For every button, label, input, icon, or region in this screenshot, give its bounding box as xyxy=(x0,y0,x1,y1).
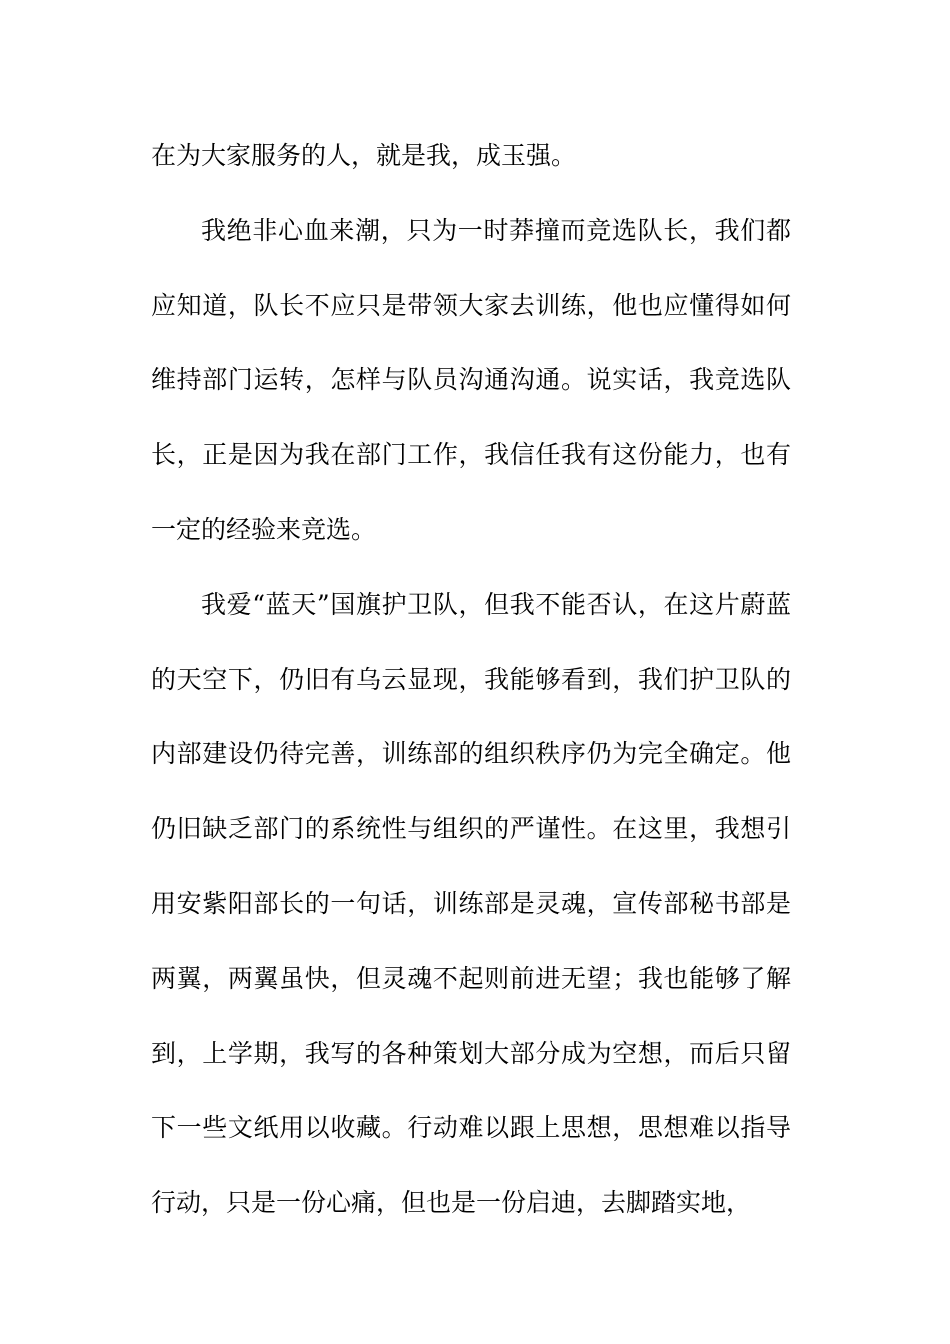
document-body xyxy=(151,119,791,1241)
paragraph-1: 在为大家服务的人，就是我，成玉强。 xyxy=(151,141,577,170)
paragraph-2: 我绝非心血来潮，只为一时莽撞而竞选队长，我们都应知道，队长不应只是带领大家去训练，他也应懂得如何维持部门运转，怎样与队员沟通沟通。说实话，我竞选队长，正是因为我在部门工作，我信任我有这份能力，也有一定的经验来竞选。 xyxy=(151,215,791,544)
paragraph-3: 我爱“蓝天”国旗护卫队，但我不能否认，在这片蔚蓝的天空下，仍旧有乌云显现，我能够看到，我们护卫队的内部建设仍待完善，训练部的组织秩序仍为完全确定。他仍旧缺乏部门的系统性与组织的严谨性。在这里，我想引用安紫阳部长的一句话，训练部是灵魂，宣传部秘书部是两翼，两翼虽快，但灵魂不起则前进无望；我也能够了解到，上学期，我写的各种策划大部分成为空想，而后只留下一些文纸用以收藏。行动难以跟上思想，思想难以指导行动，只是一份心痛，但也是一份启迪，去脚踏实地， xyxy=(151,589,791,1218)
